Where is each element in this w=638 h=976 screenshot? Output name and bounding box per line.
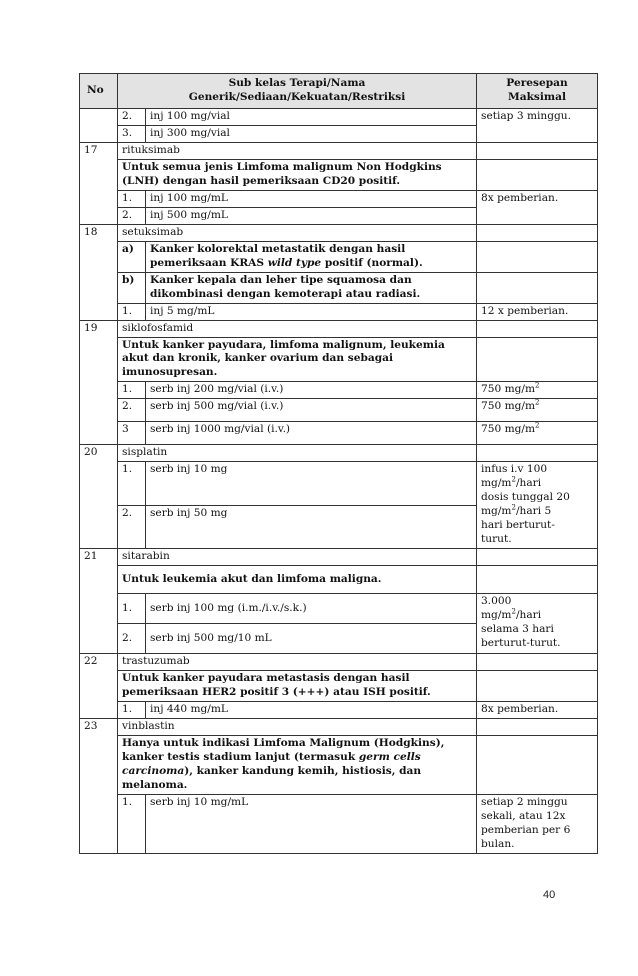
item-max: 3.000 $mg/m^2$/hari selama 3 hari berturut-turut.: [477, 594, 598, 654]
table-row: [80, 382, 598, 399]
restriction-text: Kanker kepala dan leher tipe squamosa dan dikombinasi dengan kemoterapi atau radiasi.: [146, 272, 477, 303]
item-text: serb inj 50 mg: [146, 505, 477, 548]
empty-cell: [477, 337, 598, 382]
restriction-row: [80, 566, 598, 594]
table-row: [80, 462, 598, 505]
drug-name: rituksimab: [118, 142, 477, 159]
item-num: 1.: [118, 303, 146, 320]
drug-number: 22: [80, 654, 118, 719]
empty-cell: [477, 241, 598, 272]
item-text: serb inj 500 mg/vial (i.v.): [146, 399, 477, 422]
table-row: [80, 422, 598, 445]
item-text: inj 500 mg/mL: [146, 207, 477, 224]
empty-cell: [477, 735, 598, 794]
drug-row-trastuzumab: [80, 654, 598, 671]
item-num: 1.: [118, 702, 146, 719]
item-num: 2.: [118, 399, 146, 422]
item-num: 2.: [118, 624, 146, 654]
restriction-text: Untuk leukemia akut dan limfoma maligna.: [118, 566, 477, 594]
drug-row-rituksimab: [80, 142, 598, 159]
item-text: inj 300 mg/vial: [146, 125, 477, 142]
formulary-page: [79, 73, 597, 854]
item-text: serb inj 10 mg/mL: [146, 794, 477, 853]
empty-cell: [477, 224, 598, 241]
empty-cell: [477, 654, 598, 671]
item-max: 8x pemberian.: [477, 190, 598, 224]
item-num: 1.: [118, 462, 146, 505]
item-text: inj 100 mg/mL: [146, 190, 477, 207]
empty-cell: [477, 142, 598, 159]
table-row: [80, 108, 598, 125]
item-max: 8x pemberian.: [477, 702, 598, 719]
drug-name: vinblastin: [118, 719, 477, 736]
item-text: serb inj 200 mg/vial (i.v.): [146, 382, 477, 399]
restriction-label: b): [118, 272, 146, 303]
item-num: 1.: [118, 594, 146, 624]
drug-number: 17: [80, 142, 118, 224]
item-text: inj 100 mg/vial: [146, 108, 477, 125]
page-number: 40: [543, 889, 556, 901]
restriction-text: Untuk kanker payudara, limfoma malignum, leukemia akut dan kronik, kanker ovarium dan sebagai imunosupresan.: [118, 337, 477, 382]
drug-number: 23: [80, 719, 118, 854]
restriction-row: [80, 159, 598, 190]
header-sub-kelas: Sub kelas Terapi/Nama Generik/Sediaan/Kekuatan/Restriksi: [118, 74, 477, 109]
item-max: 750 $mg/m^2$: [477, 422, 598, 445]
drug-row-sisplatin: [80, 445, 598, 462]
drug-row-sitarabin: [80, 549, 598, 566]
restriction-row: [80, 337, 598, 382]
item-num: 3.: [118, 125, 146, 142]
restriction-label: a): [118, 241, 146, 272]
item-text: serb inj 100 mg (i.m./i.v./s.k.): [146, 594, 477, 624]
drug-name: trastuzumab: [118, 654, 477, 671]
drug-number: 21: [80, 549, 118, 654]
item-max: 750 $mg/m^2$: [477, 382, 598, 399]
drug-table: [79, 73, 598, 854]
drug-row-siklofosfamid: [80, 320, 598, 337]
item-max: setiap 2 minggu sekali, atau 12x pemberian per 6 bulan.: [477, 794, 598, 853]
item-text: serb inj 1000 mg/vial (i.v.): [146, 422, 477, 445]
drug-row-setuksimab: [80, 224, 598, 241]
drug-number: 18: [80, 224, 118, 320]
restriction-row: [80, 241, 598, 272]
item-max: infus i.v 100 $mg/m^2$/hari dosis tunggal 20 $mg/m^2$/hari 5 hari berturut- turut.: [477, 462, 598, 549]
item-num: 2.: [118, 207, 146, 224]
table-row: [80, 594, 598, 624]
item-num: 1.: [118, 382, 146, 399]
table-row: [80, 190, 598, 207]
item-max: 12 x pemberian.: [477, 303, 598, 320]
empty-cell: [477, 549, 598, 566]
drug-name: sisplatin: [118, 445, 477, 462]
restriction-text: Hanya untuk indikasi Limfoma Malignum (Hodgkins), kanker testis stadium lanjut (termasuk germ cells carcinoma), kanker kandung kemih, histiosis, dan melanoma.: [118, 735, 477, 794]
drug-row-vinblastin: [80, 719, 598, 736]
empty-cell: [477, 159, 598, 190]
item-num: 1.: [118, 190, 146, 207]
restriction-text: Kanker kolorektal metastatik dengan hasil pemeriksaan KRAS wild type positif (normal).: [146, 241, 477, 272]
drug-name: siklofosfamid: [118, 320, 477, 337]
item-text: inj 5 mg/mL: [146, 303, 477, 320]
item-max: 750 $mg/m^2$: [477, 399, 598, 422]
drug-name: sitarabin: [118, 549, 477, 566]
empty-cell: [477, 272, 598, 303]
item-max: setiap 3 minggu.: [477, 108, 598, 142]
table-row: [80, 702, 598, 719]
header-no: No: [80, 74, 118, 109]
row-no-empty: [80, 108, 118, 142]
empty-cell: [477, 671, 598, 702]
restriction-row: [80, 272, 598, 303]
drug-name: setuksimab: [118, 224, 477, 241]
table-header-row: [80, 74, 598, 109]
restriction-row: [80, 671, 598, 702]
header-peresepan: Peresepan Maksimal: [477, 74, 598, 109]
restriction-text: Untuk semua jenis Limfoma malignum Non Hodgkins (LNH) dengan hasil pemeriksaan CD20 positif.: [118, 159, 477, 190]
restriction-row: [80, 735, 598, 794]
item-text: serb inj 10 mg: [146, 462, 477, 505]
empty-cell: [477, 719, 598, 736]
restriction-text: Untuk kanker payudara metastasis dengan hasil pemeriksaan HER2 positif 3 (+++) atau ISH positif.: [118, 671, 477, 702]
item-text: inj 440 mg/mL: [146, 702, 477, 719]
drug-number: 19: [80, 320, 118, 445]
table-row: [80, 794, 598, 853]
item-num: 3: [118, 422, 146, 445]
item-num: 1.: [118, 794, 146, 853]
table-row: [80, 399, 598, 422]
item-num: 2.: [118, 505, 146, 548]
item-text: serb inj 500 mg/10 mL: [146, 624, 477, 654]
drug-number: 20: [80, 445, 118, 549]
empty-cell: [477, 566, 598, 594]
empty-cell: [477, 445, 598, 462]
table-row: [80, 303, 598, 320]
empty-cell: [477, 320, 598, 337]
item-num: 2.: [118, 108, 146, 125]
